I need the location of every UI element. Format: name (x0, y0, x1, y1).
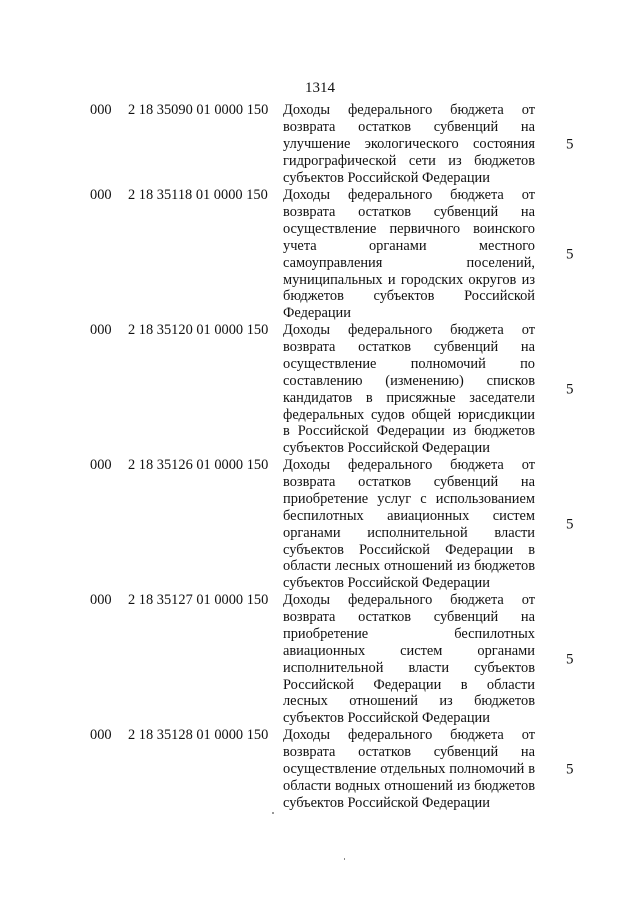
revenue-table (0, 102, 640, 812)
table-row (0, 187, 640, 322)
budget-classification-code: 2 18 35118 01 0000 150 (128, 187, 268, 203)
revenue-description: Доходы федерального бюджета от возврата остатков субвенций на осуществление первичного воинского учета органами местного самоуправления поселений, муниципальных и городских округов из бюджетов субъектов Российской Федерации (283, 187, 535, 322)
amount-value: 5 (566, 516, 574, 532)
page-number: 1314 (305, 80, 335, 96)
amount-value: 5 (566, 651, 574, 667)
budget-classification-code: 2 18 35126 01 0000 150 (128, 457, 269, 473)
admin-code: 000 (90, 592, 112, 608)
table-row (0, 727, 640, 812)
amount-value: 5 (566, 246, 574, 262)
admin-code: 000 (90, 322, 112, 338)
budget-classification-code: 2 18 35090 01 0000 150 (128, 102, 269, 118)
scan-speck (344, 858, 345, 860)
amount-value: 5 (566, 136, 574, 152)
amount-value: 5 (566, 761, 574, 777)
table-row (0, 592, 640, 727)
revenue-description: Доходы федерального бюджета от возврата остатков субвенций на приобретение беспилотных авиационных систем органами исполнительной власти субъектов Российской Федерации в области лесных отношений из бюджетов субъектов Российской Федерации (283, 592, 535, 727)
scan-speck (272, 812, 274, 814)
revenue-description: Доходы федерального бюджета от возврата остатков субвенций на приобретение услуг с использованием беспилотных авиационных систем органами исполнительной власти субъектов Российской Федерации в области лесных отношений из бюджетов субъектов Российской Федерации (283, 457, 535, 592)
revenue-description: Доходы федерального бюджета от возврата остатков субвенций на осуществление отдельных полномочий в области водных отношений из бюджетов субъектов Российской Федерации (283, 727, 535, 811)
budget-classification-code: 2 18 35120 01 0000 150 (128, 322, 269, 338)
budget-classification-code: 2 18 35127 01 0000 150 (128, 592, 269, 608)
table-row (0, 322, 640, 457)
admin-code: 000 (90, 187, 112, 203)
table-row (0, 457, 640, 592)
admin-code: 000 (90, 727, 112, 743)
amount-value: 5 (566, 381, 574, 397)
admin-code: 000 (90, 457, 112, 473)
admin-code: 000 (90, 102, 112, 118)
revenue-description: Доходы федерального бюджета от возврата остатков субвенций на улучшение экологического состояния гидрографической сети из бюджетов субъектов Российской Федерации (283, 102, 535, 186)
table-row (0, 102, 640, 187)
budget-classification-code: 2 18 35128 01 0000 150 (128, 727, 269, 743)
revenue-description: Доходы федерального бюджета от возврата остатков субвенций на осуществление полномочий по составлению (изменению) списков кандидатов в присяжные заседатели федеральных судов общей юрисдикции в Российской Федерации из бюджетов субъектов Российской Федерации (283, 322, 535, 457)
